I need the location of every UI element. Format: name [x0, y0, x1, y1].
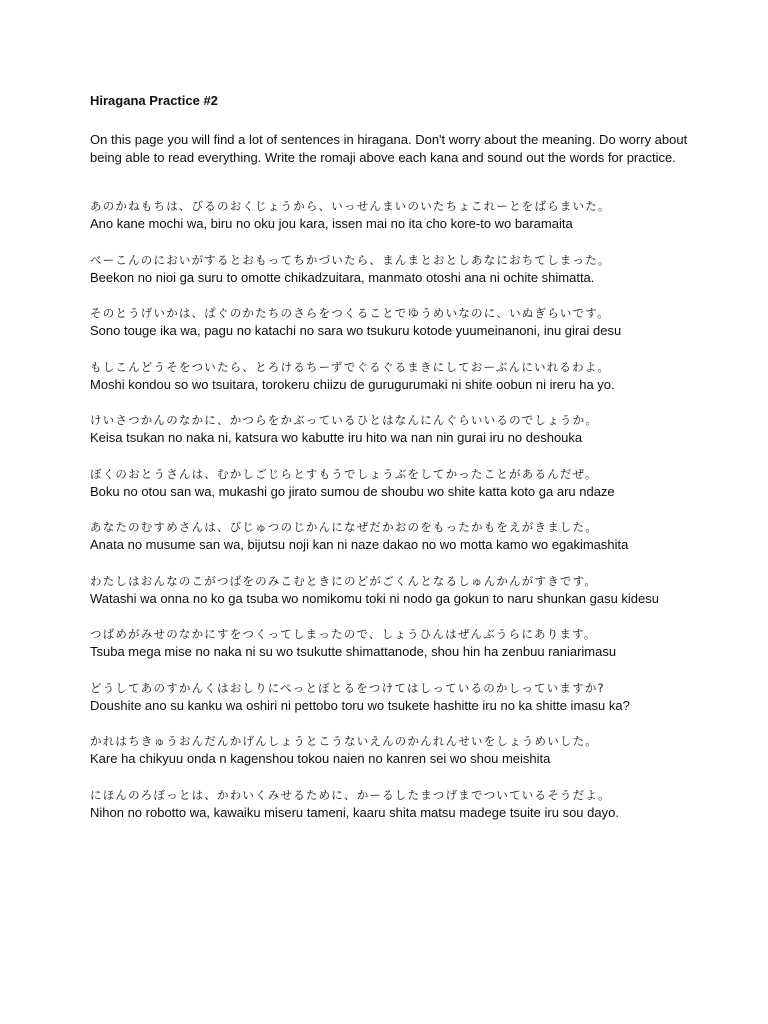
sentence-kana: べーこんのにおいがするとおもってちかづいたら、まんまとおとしあなにおちてしまった。 — [90, 252, 611, 267]
sentence-kana: もしこんどうそをついたら、とろけるちーずでぐるぐるまきにしておーぶんにいれるわよ。 — [90, 359, 611, 374]
document-title: Hiragana Practice #2 — [90, 93, 218, 108]
sentence-kana: どうしてあのすかんくはおしりにぺっとぼとるをつけてはしっているのかしっていますか? — [90, 680, 605, 695]
sentence-kana: あのかねもちは、びるのおくじょうから、いっせんまいのいたちょこれーとをばらまいた。 — [90, 199, 611, 213]
sentence-romaji: Keisa tsukan no naka ni, katsura wo kabutte iru hito wa nan nin gurai iru no deshouka — [90, 430, 583, 445]
sentence-block — [90, 786, 690, 822]
sentence-kana: けいさつかんのなかに、かつらをかぶっているひとはなんにんぐらいいるのでしょうか。 — [90, 413, 598, 427]
sentence-block — [90, 625, 690, 661]
sentence-kana: にほんのろぼっとは、かわいくみせるために、かーるしたまつげまでついているそうだよ。 — [90, 787, 611, 802]
sentence-romaji: Beekon no nioi ga suru to omotte chikadzuitara, manmato otoshi ana ni ochite shimatta. — [90, 269, 595, 285]
sentence-kana: つばめがみせのなかにすをつくってしまったので、しょうひんはぜんぶうらにあります。 — [90, 627, 597, 641]
sentence-kana: わたしはおんなのこがつばをのみこむときにのどがごくんとなるしゅんかんがすきです。 — [90, 573, 598, 588]
sentence-romaji: Watashi wa onna no ko ga tsuba wo nomikomu toki ni nodo ga gokun to naru shunkan gasu kidesu — [90, 590, 659, 606]
sentence-block — [90, 572, 690, 608]
sentence-kana: かれはちきゅうおんだんかげんしょうとこうないえんのかんれんせいをしょうめいした。 — [90, 734, 598, 748]
sentence-romaji: Tsuba mega mise no naka ni su wo tsukutte shimattanode, shou hin ha zenbuu raniarimasu — [90, 644, 617, 659]
sentence-kana: ぼくのおとうさんは、むかしごじらとすもうでしょうぶをしてかったことがあるんだぜ。 — [90, 466, 598, 481]
sentence-romaji: Sono touge ika wa, pagu no katachi no sara wo tsukuru kotode yuumeinanoni, inu girai desu — [90, 323, 622, 338]
sentence-kana: あなたのむすめさんは、びじゅつのじかんになぜだかおのをもったかもをえがきました。 — [90, 520, 598, 534]
sentence-block — [90, 679, 690, 715]
sentence-romaji: Kare ha chikyuu onda n kagenshou tokou naien no kanren sei wo shou meishita — [90, 751, 551, 766]
sentence-romaji: Boku no otou san wa, mukashi go jirato sumou de shoubu wo shite katta koto ga aru ndaze — [90, 483, 615, 499]
sentence-block — [90, 358, 690, 394]
sentence-block — [90, 197, 690, 233]
sentence-block — [90, 518, 690, 554]
sentence-romaji: Moshi kondou so wo tsuitara, torokeru chiizu de gurugurumaki ni shite oobun ni ireru ha yo. — [90, 376, 615, 392]
sentence-block — [90, 411, 690, 447]
sentence-romaji: Anata no musume san wa, bijutsu noji kan ni naze dakao no wo motta kamo wo egakimashita — [90, 537, 629, 552]
document-page — [90, 92, 690, 839]
sentence-kana: そのとうげいかは、ぱぐのかたちのさらをつくることでゆうめいなのに、いぬぎらいです。 — [90, 306, 610, 320]
sentence-romaji: Nihon no robotto wa, kawaiku miseru tameni, kaaru shita matsu madege tsuite iru sou dayo. — [90, 804, 619, 820]
sentence-romaji: Ano kane mochi wa, biru no oku jou kara, issen mai no ita cho kore-to wo baramaita — [90, 216, 573, 231]
sentence-block — [90, 465, 690, 501]
sentence-block — [90, 251, 690, 287]
sentence-block — [90, 732, 690, 768]
sentence-romaji: Doushite ano su kanku wa oshiri ni pettobo toru wo tsukete hashitte iru no ka shitte imasu ka? — [90, 697, 630, 713]
sentence-block — [90, 304, 690, 340]
intro-paragraph: On this page you will find a lot of sentences in hiragana. Don't worry about the meaning. Do worry about being able to read everything. Write the romaji above each kana and sound out the words for practice. — [90, 132, 688, 165]
